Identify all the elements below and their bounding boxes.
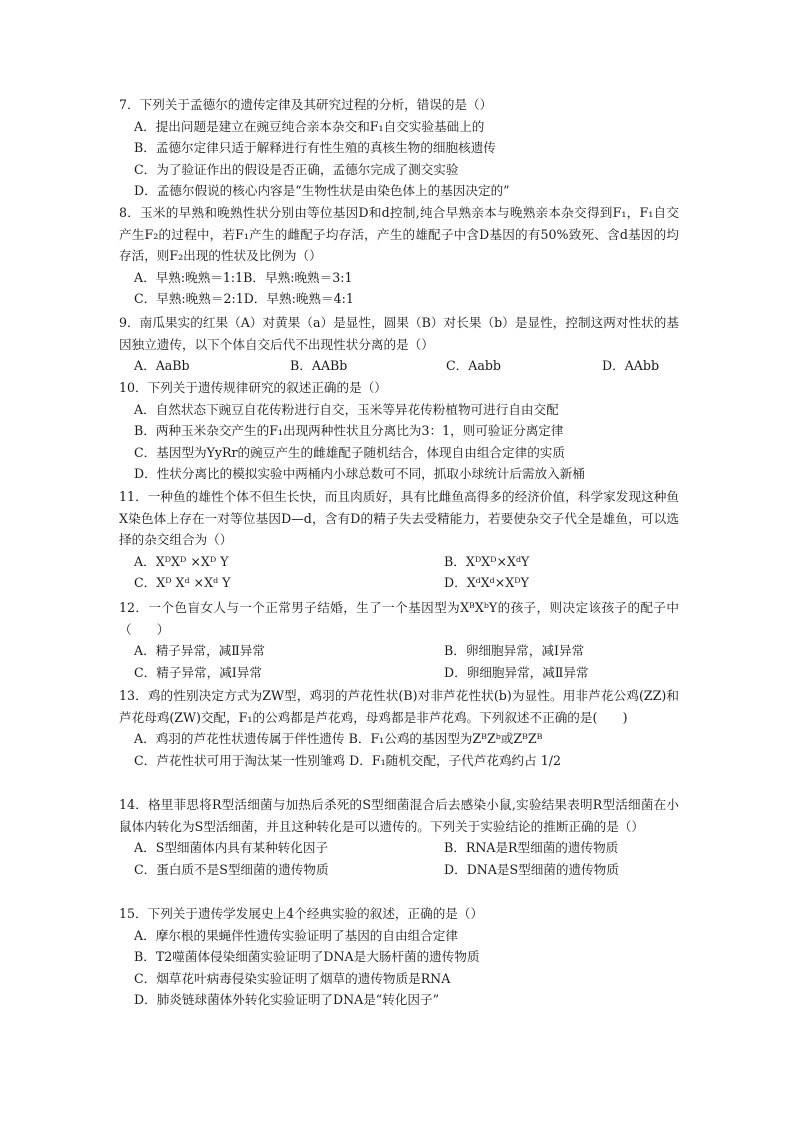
option-a: A．自然状态下豌豆自花传粉进行自交，玉米等异花传粉植物可进行自由交配 (134, 401, 559, 417)
question-11 (119, 486, 679, 594)
option-d: D．性状分离比的模拟实验中两桶内小球总数可不同，抓取小球统计后需放入新桶 (134, 466, 585, 482)
option-b: B．RNA是R型细菌的遗传物质 (444, 840, 619, 856)
option-row-cd: C．芦花性状可用于淘汰某一性别雏鸡 D．F₁随机交配，子代芦花鸡约占 1/2 (134, 752, 562, 768)
option-a: A．提出问题是建立在豌豆纯合亲本杂交和F₁自交实验基础上的 (134, 118, 485, 134)
option-row (119, 551, 679, 573)
option-c: C．Aabb (446, 358, 501, 374)
question-8 (119, 202, 679, 310)
option-c: C．烟草花叶病毒侵染实验证明了烟草的遗传物质是RNA (134, 970, 451, 986)
question-9 (119, 312, 679, 377)
question-10 (119, 377, 679, 485)
question-stem: 12．一个色盲女人与一个正常男子结婚，生了一个基因型为XᴮXᵇY的孩子，则决定该孩子的配子中（ ） (119, 600, 679, 637)
question-stem: 10．下列关于遗传规律研究的叙述正确的是（） (119, 380, 387, 395)
question-stem: 9．南瓜果实的红果（A）对黄果（a）是显性，圆果（B）对长果（b）是显性，控制这两对性状的基因独立遗传，以下个体自交后代不出现性状分离的是（） (119, 315, 679, 352)
option-d: D．XᵈXᵈ×XᴰY (444, 575, 529, 591)
option-b: B．XᴰXᴰ×XᵈY (444, 553, 530, 569)
question-14 (119, 794, 679, 880)
question-stem: 13．鸡的性别决定方式为ZW型，鸡羽的芦花性状(B)对非芦花性状(b)为显性。用非芦花公鸡(ZZ)和芦花母鸡(ZW)交配，F₁的公鸡都是芦花鸡，母鸡都是非芦花鸡。下列叙述不正确的是( ) (119, 688, 679, 725)
question-stem: 11．一种鱼的雄性个体不但生长快，而且肉质好，具有比雌鱼高得多的经济价值，科学家发现这种鱼X染色体上存在一对等位基因D—d，含有D的精子失去受精能力，若要使杂交子代全是雄鱼，可以选择的杂交组合为（） (119, 489, 679, 548)
question-stem: 15．下列关于遗传学发展史上4个经典实验的叙述，正确的是（） (119, 906, 484, 921)
option-d: D．肺炎链球菌体外转化实验证明了DNA是“转化因子” (134, 992, 440, 1008)
question-7 (119, 94, 679, 202)
option-d: D．孟德尔假说的核心内容是“生物性状是由染色体上的基因决定的” (134, 183, 510, 199)
option-a: A．AaBb (134, 358, 190, 374)
question-13 (119, 685, 679, 771)
option-b: B．卵细胞异常，减Ⅰ异常 (444, 643, 585, 659)
option-b: B．T2噬菌体侵染细菌实验证明了DNA是大肠杆菌的遗传物质 (134, 949, 480, 965)
option-row (119, 859, 679, 881)
option-d: D．AAbb (602, 358, 660, 374)
option-c: C．为了验证作出的假设是否正确，孟德尔完成了测交实验 (134, 161, 459, 177)
option-row (119, 355, 679, 377)
option-b: B．孟德尔定律只适于解释进行有性生殖的真核生物的细胞核遗传 (134, 140, 496, 156)
option-a: A．摩尔根的果蝇伴性遗传实验证明了基因的自由组合定律 (134, 927, 458, 943)
question-stem: 14．格里菲思将R型活细菌与加热后杀死的S型细菌混合后去感染小鼠,实验结果表明R型活细菌在小鼠体内转化为S型活细菌，并且这种转化是可以遗传的。下列关于实验结论的推断正确的是（） (119, 797, 679, 834)
option-row-ab: A．早熟:晚熟＝1:1B．早熟:晚熟＝3:1 (134, 269, 353, 285)
option-row-ab: A．鸡羽的芦花性状遗传属于伴性遗传 B．F₁公鸡的基因型为ZᴮZᵇ或ZᴮZᴮ (134, 731, 543, 747)
option-c: C．蛋白质不是S型细菌的遗传物质 (134, 861, 329, 877)
option-b: B．两种玉米杂交产生的F₁出现两种性状且分离比为3：1，则可验证分离定律 (134, 423, 564, 439)
option-row (119, 572, 679, 594)
option-row (119, 662, 679, 684)
option-row (119, 837, 679, 859)
question-stem: 8．玉米的早熟和晚熟性状分别由等位基因D和d控制,纯合早熟亲本与晚熟亲本杂交得到F₁，F₁自交产生F₂的过程中，若F₁产生的雌配子均存活，产生的雄配子中含D基因的有50%致死、含d基因的均存活，则F₂出现的性状及比例为（） (119, 205, 679, 264)
option-b: B．AABb (290, 358, 348, 374)
question-12 (119, 597, 679, 683)
option-c: C．精子异常，减Ⅰ异常 (134, 664, 262, 680)
question-stem: 7．下列关于孟德尔的遗传定律及其研究过程的分析，错误的是（） (119, 97, 493, 112)
option-a: A．S型细菌体内具有某种转化因子 (134, 840, 329, 856)
option-d: D．卵细胞异常，减Ⅱ异常 (444, 664, 589, 680)
option-c: C．基因型为YyRr的豌豆产生的雌雄配子随机结合，体现自由组合定律的实质 (134, 444, 565, 460)
option-a: A．XᴰXᴰ ×Xᴰ Y (134, 553, 229, 569)
option-c: C．Xᴰ Xᵈ ×Xᵈ Y (134, 575, 231, 591)
question-15 (119, 903, 679, 1011)
option-row-cd: C．早熟:晚熟＝2:1D．早熟:晚熟＝4:1 (134, 291, 354, 307)
option-a: A．精子异常，减Ⅱ异常 (134, 643, 265, 659)
option-d: D．DNA是S型细菌的遗传物质 (444, 861, 619, 877)
option-row (119, 640, 679, 662)
